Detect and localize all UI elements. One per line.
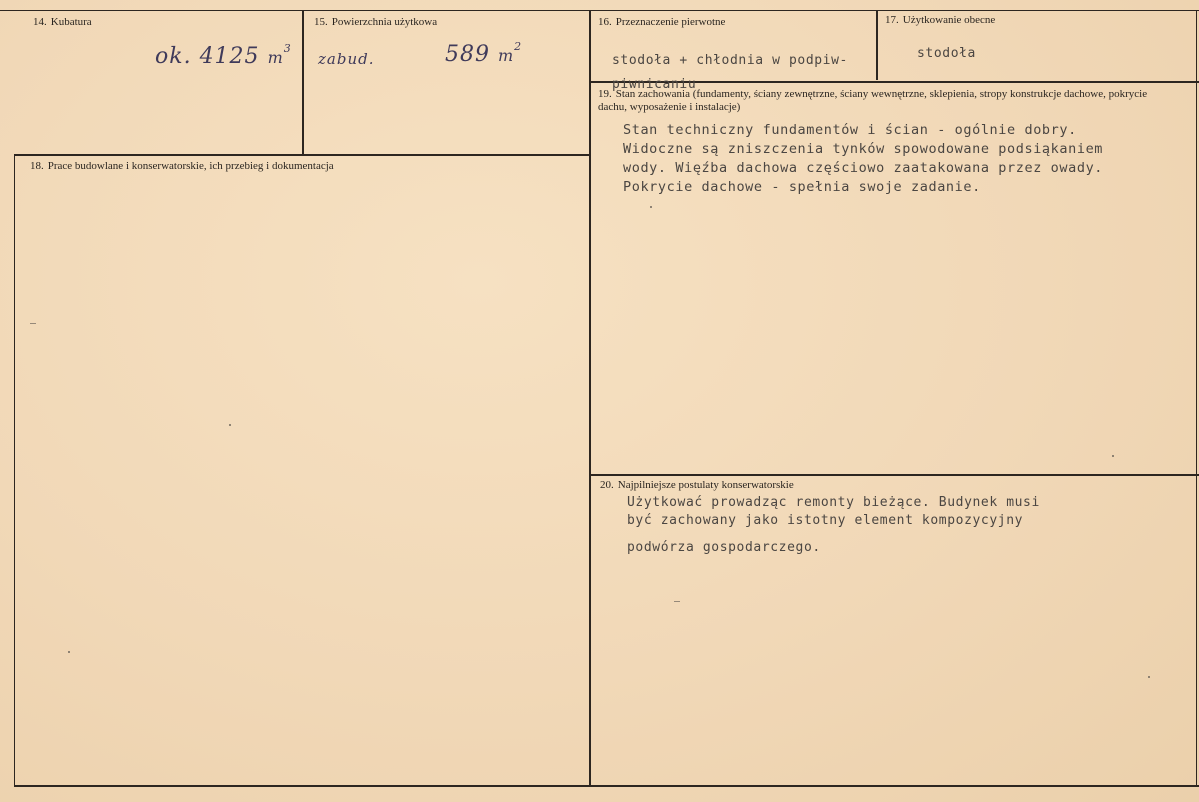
divider-main-vertical <box>589 10 591 785</box>
top-rule <box>0 10 1199 11</box>
field-19-title: Stan zachowania (fundamenty, ściany zewnętrzne, ściany wewnętrzne, sklepienia, stropy konstrukcje dachowe, pokrycie dachu, wyposażenie i instalacje) <box>598 88 1148 113</box>
paper-speck <box>650 206 652 208</box>
paper-speck <box>1148 676 1150 678</box>
field-20-typed-line-2: być zachowany jako istotny element kompozycyjny <box>627 513 1024 528</box>
field-15-handwritten-prefix: zabud. <box>318 50 375 68</box>
paper-mark <box>674 601 680 602</box>
field-15-unit: m <box>498 46 515 65</box>
field-18-number: 18. <box>30 160 44 172</box>
paper-speck <box>1112 455 1114 457</box>
field-15-value: 589 <box>445 42 490 67</box>
field-17-label <box>885 14 995 27</box>
bottom-rule <box>14 785 1199 787</box>
field-14-unit: m <box>267 48 284 67</box>
field-16-title: Przeznaczenie pierwotne <box>615 16 726 28</box>
field-19-typed-value: Stan techniczny fundamentów i ścian - ogólnie dobry. Widoczne są zniszczenia tynków spowodowane podsiąkaniem wody. Więźba dachowa częściowo zaatakowana przez owady. Pokrycie dachowe - spełnia swoje zadanie. <box>623 122 1104 195</box>
field-15-number: 15. <box>314 16 328 28</box>
paper-speck <box>68 651 70 653</box>
field-15-exponent: 2 <box>514 40 523 53</box>
field-18-title: Prace budowlane i konserwatorskie, ich przebieg i dokumentacja <box>47 160 334 172</box>
field-14-label <box>33 16 92 29</box>
field-19-label <box>598 88 1173 114</box>
field-17-title: Użytkowanie obecne <box>902 14 996 26</box>
divider-14-15 <box>302 10 304 154</box>
field-17-number: 17. <box>885 14 899 26</box>
field-20-typed-line-1: Użytkować prowadząc remonty bieżące. Budynek musi <box>627 495 1040 510</box>
divider-16-17 <box>876 10 878 80</box>
field-20-title: Najpilniejsze postulaty konserwatorskie <box>617 479 794 491</box>
field-20-number: 20. <box>600 479 614 491</box>
rule-under-14-15 <box>14 154 590 156</box>
right-edge-rule <box>1196 10 1197 785</box>
field-16-number: 16. <box>598 16 612 28</box>
field-15-label <box>314 16 437 29</box>
field-20-label <box>600 479 794 492</box>
field-20-typed-line-3: podwórza gospodarczego. <box>627 540 821 555</box>
rule-under-19 <box>590 474 1199 476</box>
field-16-typed-value: stodoła + chłodnia w podpiw- piwnicaniu <box>612 53 848 92</box>
field-18-label <box>30 160 334 173</box>
field-19-number: 19. <box>598 88 612 100</box>
field-15-handwritten-value <box>445 42 522 67</box>
field-14-handwritten-value <box>155 44 292 69</box>
field-14-value: ok. 4125 <box>155 44 260 69</box>
left-edge-rule <box>14 155 15 785</box>
paper-mark <box>30 323 36 324</box>
field-17-typed-value: stodoła <box>917 46 976 61</box>
field-15-title: Powierzchnia użytkowa <box>331 16 438 28</box>
field-14-exponent: 3 <box>283 42 292 55</box>
paper-speck <box>229 424 231 426</box>
field-14-title: Kubatura <box>50 16 92 28</box>
field-16-label <box>598 16 725 29</box>
field-14-number: 14. <box>33 16 47 28</box>
